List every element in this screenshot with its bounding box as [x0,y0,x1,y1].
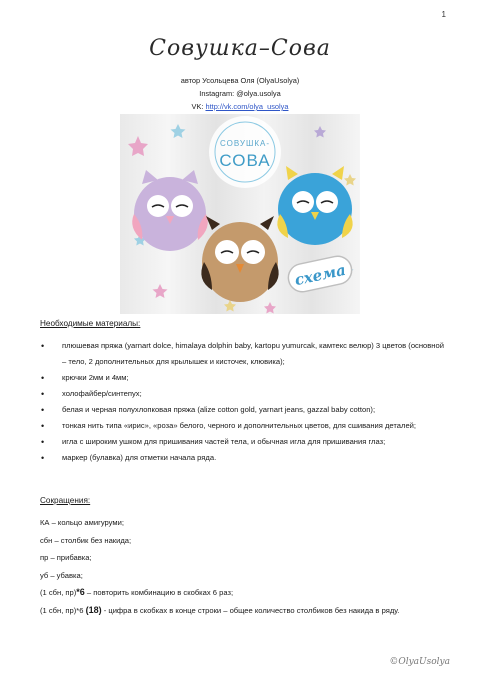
abbr-line: уб – убавка; [40,570,83,580]
materials-list [40,338,444,466]
abbr-part-bold: (18) [85,604,102,615]
list-item: • плюшевая пряжа (yarnart dolce, himalaya dolphin baby, kartopu yumurcak, камтекс велюр) 3 цветов (основной – тело, 2 дополнительных для крылышек и кисточек, клювика); [40,338,444,370]
abbr-part: (1 сбн, пр) [40,588,77,597]
abbr-part: – повторить комбинацию в скобках 6 раз; [84,588,234,597]
list-item: • холофайбер/синтепух; [40,386,444,402]
list-item: • крючки 2мм и 4мм; [40,370,444,386]
abbr-part: (1 сбн, пр)*6 [40,605,86,615]
banner-main-text: СОВА [219,151,271,170]
author-line: автор Усольцева Оля (OlyaUsolya) [180,76,300,85]
abbr-line [40,602,450,619]
materials-heading: Необходимые материалы: [40,319,141,328]
abbreviations-heading: Сокращения: [40,496,91,505]
document-title: Совушка–Сова [149,36,331,61]
scheme-tag-text: схема [293,260,348,290]
vk-link[interactable]: http://vk.com/olya_usolya [205,102,289,111]
abbr-line: пр – прибавка; [40,553,92,562]
list-item: • маркер (булавка) для отметки начала ряда. [40,450,444,466]
list-item: • белая и черная полухлопковая пряжа (alize cotton gold, yarnart jeans, gazzal baby cotton); [40,402,444,418]
vk-line [0,102,480,111]
abbr-part-bold: *6 [76,587,85,597]
list-item: • игла с широким ушком для пришивания частей тела, и обычная игла для пришивания глаз; [40,434,444,450]
author-signature: ©OlyaUsolya [389,657,450,667]
abbr-part: - цифра в скобках в конце строки – общее количество столбиков без накида в ряду. [101,605,400,615]
vk-label: VK: [191,102,206,111]
page-number: 1 [441,10,446,19]
abbr-line [40,584,450,602]
abbreviations-list [40,514,450,619]
abbr-line: КА – кольцо амигуруми; [40,518,124,527]
instagram-line: Instagram: @olya.usolya [199,89,281,98]
owl-toys-photo [120,114,360,314]
list-item: • тонкая нить типа «ирис», «роза» белого, черного и дополнительных цветов, для сшивания деталей; [40,418,444,434]
banner-top-text: СОВУШКА- [220,139,270,148]
abbr-line: сбн – столбик без накида; [40,535,132,545]
